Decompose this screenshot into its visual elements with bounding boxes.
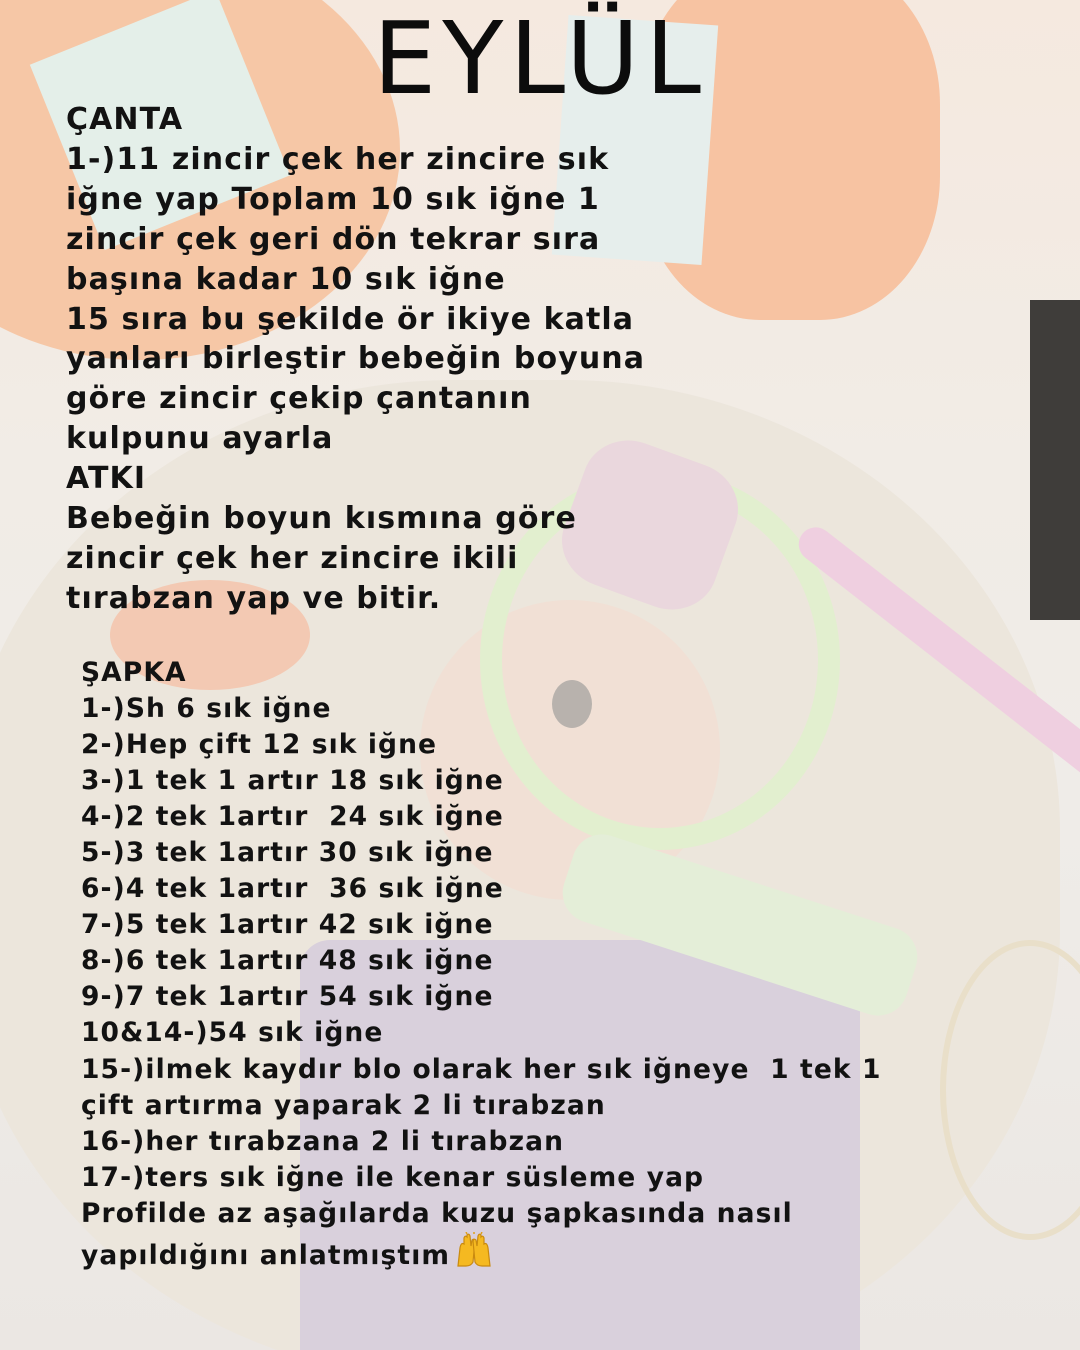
canta-heading: ÇANTA	[66, 102, 184, 137]
canta-line: 1-)11 zincir çek her zincire sık	[66, 141, 610, 177]
canta-line: yanları birleştir bebeğin boyuna	[66, 341, 646, 377]
sapka-line: 17-)ters sık iğne ile kenar süsleme yap	[81, 1161, 705, 1193]
sapka-heading: ŞAPKA	[81, 657, 187, 688]
atki-heading: ATKI	[66, 461, 147, 497]
sapka-line: yapıldığını anlatmıştım	[81, 1239, 451, 1271]
sapka-last-line	[81, 1232, 961, 1278]
sapka-line: 7-)5 tek 1artır 42 sık iğne	[81, 909, 494, 941]
sapka-line: 2-)Hep çift 12 sık iğne	[81, 729, 438, 761]
canta-line: göre zincir çekip çantanın	[66, 381, 532, 417]
sapka-line: 4-)2 tek 1artır 24 sık iğne	[81, 801, 504, 833]
canta-line: zincir çek geri dön tekrar sıra	[66, 221, 601, 257]
sapka-line: 3-)1 tek 1 artır 18 sık iğne	[81, 765, 504, 797]
sapka-line: 6-)4 tek 1artır 36 sık iğne	[81, 873, 504, 905]
sapka-line: 1-)Sh 6 sık iğne	[81, 693, 332, 725]
canta-line: 15 sıra bu şekilde ör ikiye katla	[66, 301, 635, 337]
canta-line: iğne yap Toplam 10 sık iğne 1	[66, 181, 600, 217]
sapka-line: 16-)her tırabzana 2 li tırabzan	[81, 1125, 565, 1157]
page-title: EYLÜL	[373, 0, 707, 117]
canta-line: kulpunu ayarla	[66, 421, 334, 457]
sapka-line: 8-)6 tek 1artır 48 sık iğne	[81, 945, 494, 977]
raising-hands-icon	[454, 1232, 494, 1278]
sapka-line: çift artırma yaparak 2 li tırabzan	[81, 1089, 606, 1121]
sapka-line: 9-)7 tek 1artır 54 sık iğne	[81, 981, 494, 1013]
atki-line: tırabzan yap ve bitir.	[66, 580, 442, 616]
canta-line: başına kadar 10 sık iğne	[66, 261, 506, 297]
sapka-line: Profilde az aşağılarda kuzu şapkasında nasıl	[81, 1197, 793, 1229]
atki-line: zincir çek her zincire ikili	[66, 540, 519, 576]
atki-line: Bebeğin boyun kısmına göre	[66, 501, 577, 537]
sapka-section	[81, 655, 961, 1278]
sapka-line: 10&14-)54 sık iğne	[81, 1017, 384, 1049]
sapka-line: 15-)ilmek kaydır blo olarak her sık iğneye 1 tek 1	[81, 1053, 882, 1085]
sapka-line: 5-)3 tek 1artır 30 sık iğne	[81, 837, 494, 869]
dark-box	[1030, 300, 1080, 620]
canta-atki-section	[66, 100, 766, 619]
